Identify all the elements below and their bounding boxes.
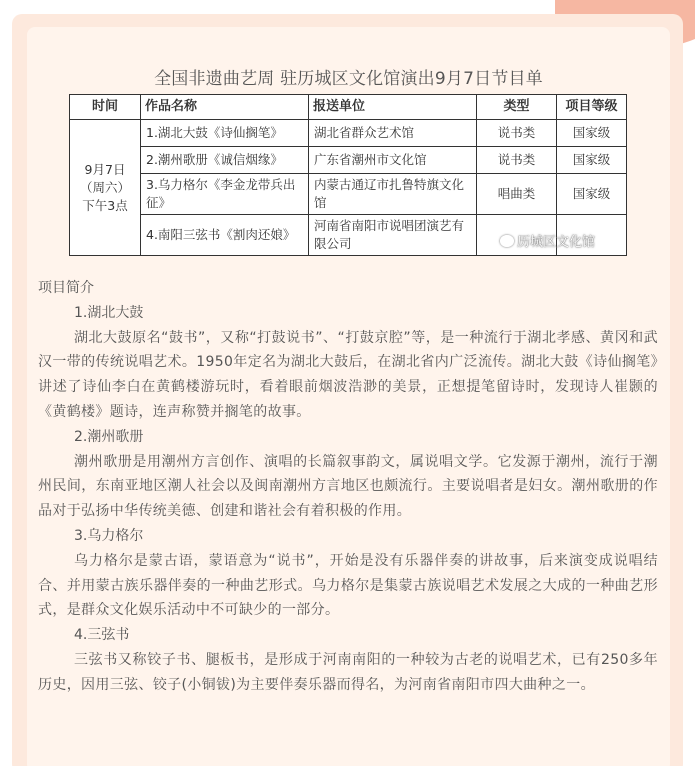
work-name-cell: 2.潮州歌册《诚信烟缘》 bbox=[141, 147, 309, 174]
intro-heading: 项目简介 bbox=[38, 280, 94, 296]
section-text: 湖北大鼓原名“鼓书”，又称“打鼓说书”、“打鼓京腔”等，是一种流行于湖北孝感、黄冈和武汉一带的传统说唱艺术。1950年定名为湖北大鼓后，在湖北省内广泛流传。湖北大鼓《诗仙搁笔》讲述了诗仙李白在黄鹤楼游玩时，看着眼前烟波浩渺的美景，正想提笔留诗时，发现诗人崔颢的《黄鹤楼》题诗，连声称赞并搁笔的故事。 bbox=[38, 329, 658, 420]
header-level: 项目等级 bbox=[557, 95, 627, 120]
unit-cell: 内蒙古通辽市扎鲁特旗文化馆 bbox=[309, 174, 477, 215]
section-title: 3.乌力格尔 bbox=[74, 527, 144, 544]
header-time: 时间 bbox=[70, 95, 141, 120]
type-cell: 唱曲类 bbox=[477, 174, 557, 215]
header-type: 类型 bbox=[477, 95, 557, 120]
time-date: 9月7日 bbox=[84, 161, 126, 177]
time-hour: 下午3点 bbox=[82, 197, 128, 213]
table-row bbox=[70, 147, 627, 174]
section-title: 1.湖北大鼓 bbox=[74, 304, 144, 321]
section-text: 三弦书又称铰子书、腿板书，是形成于河南南阳的一种较为古老的说唱艺术，已有250多年历史，因用三弦、铰子(小铜钹)为主要伴奏乐器而得名，为河南省南阳市四大曲种之一。 bbox=[38, 651, 658, 693]
page-title: 全国非遗曲艺周 驻历城区文化馆演出9月7日节目单 bbox=[154, 69, 543, 89]
section-title: 4.三弦书 bbox=[74, 627, 130, 644]
level-cell: 国家级 bbox=[557, 174, 627, 215]
header-work-name: 作品名称 bbox=[141, 95, 309, 120]
time-weekday: （周六） bbox=[79, 179, 130, 195]
type-cell: 说书类 bbox=[477, 147, 557, 174]
header-unit: 报送单位 bbox=[309, 95, 477, 120]
time-cell bbox=[70, 120, 141, 256]
unit-cell: 湖北省群众艺术馆 bbox=[309, 120, 477, 147]
work-name-cell: 4.南阳三弦书《割肉还娘》 bbox=[141, 215, 309, 256]
work-name-cell: 3.乌力格尔《李金龙带兵出征》 bbox=[141, 174, 309, 215]
type-cell: 说书类 bbox=[477, 120, 557, 147]
watermark-text: 历城区文化馆 bbox=[517, 235, 596, 250]
section-text: 潮州歌册是用潮州方言创作、演唱的长篇叙事韵文，属说唱文学。它发源于潮州，流行于潮州民间，东南亚地区潮人社会以及闽南潮州方言地区也颇流行。主要说唱者是妇女。潮州歌册的作品对于弘扬中华传统美德、创建和谐社会有着积极的作用。 bbox=[38, 453, 658, 520]
table-row bbox=[70, 120, 627, 147]
watermark bbox=[500, 231, 595, 250]
level-cell: 国家级 bbox=[557, 120, 627, 147]
level-cell: 国家级 bbox=[557, 147, 627, 174]
work-name-cell: 1.湖北大鼓《诗仙搁笔》 bbox=[141, 120, 309, 147]
table-row bbox=[70, 174, 627, 215]
wechat-icon bbox=[500, 235, 514, 247]
intro-section bbox=[38, 276, 658, 698]
table-header-row bbox=[70, 95, 627, 120]
unit-cell: 广东省潮州市文化馆 bbox=[309, 147, 477, 174]
section-text: 乌力格尔是蒙古语，蒙语意为“说书”，开始是没有乐器伴奏的讲故事，后来演变成说唱结合、并用蒙古族乐器伴奏的一种曲艺形式。乌力格尔是集蒙古族说唱艺术发展之大成的一种曲艺形式，是群众文化娱乐活动中不可缺少的一部分。 bbox=[38, 552, 658, 619]
unit-cell: 河南省南阳市说唱团演艺有限公司 bbox=[309, 215, 477, 256]
section-title: 2.潮州歌册 bbox=[74, 428, 144, 445]
